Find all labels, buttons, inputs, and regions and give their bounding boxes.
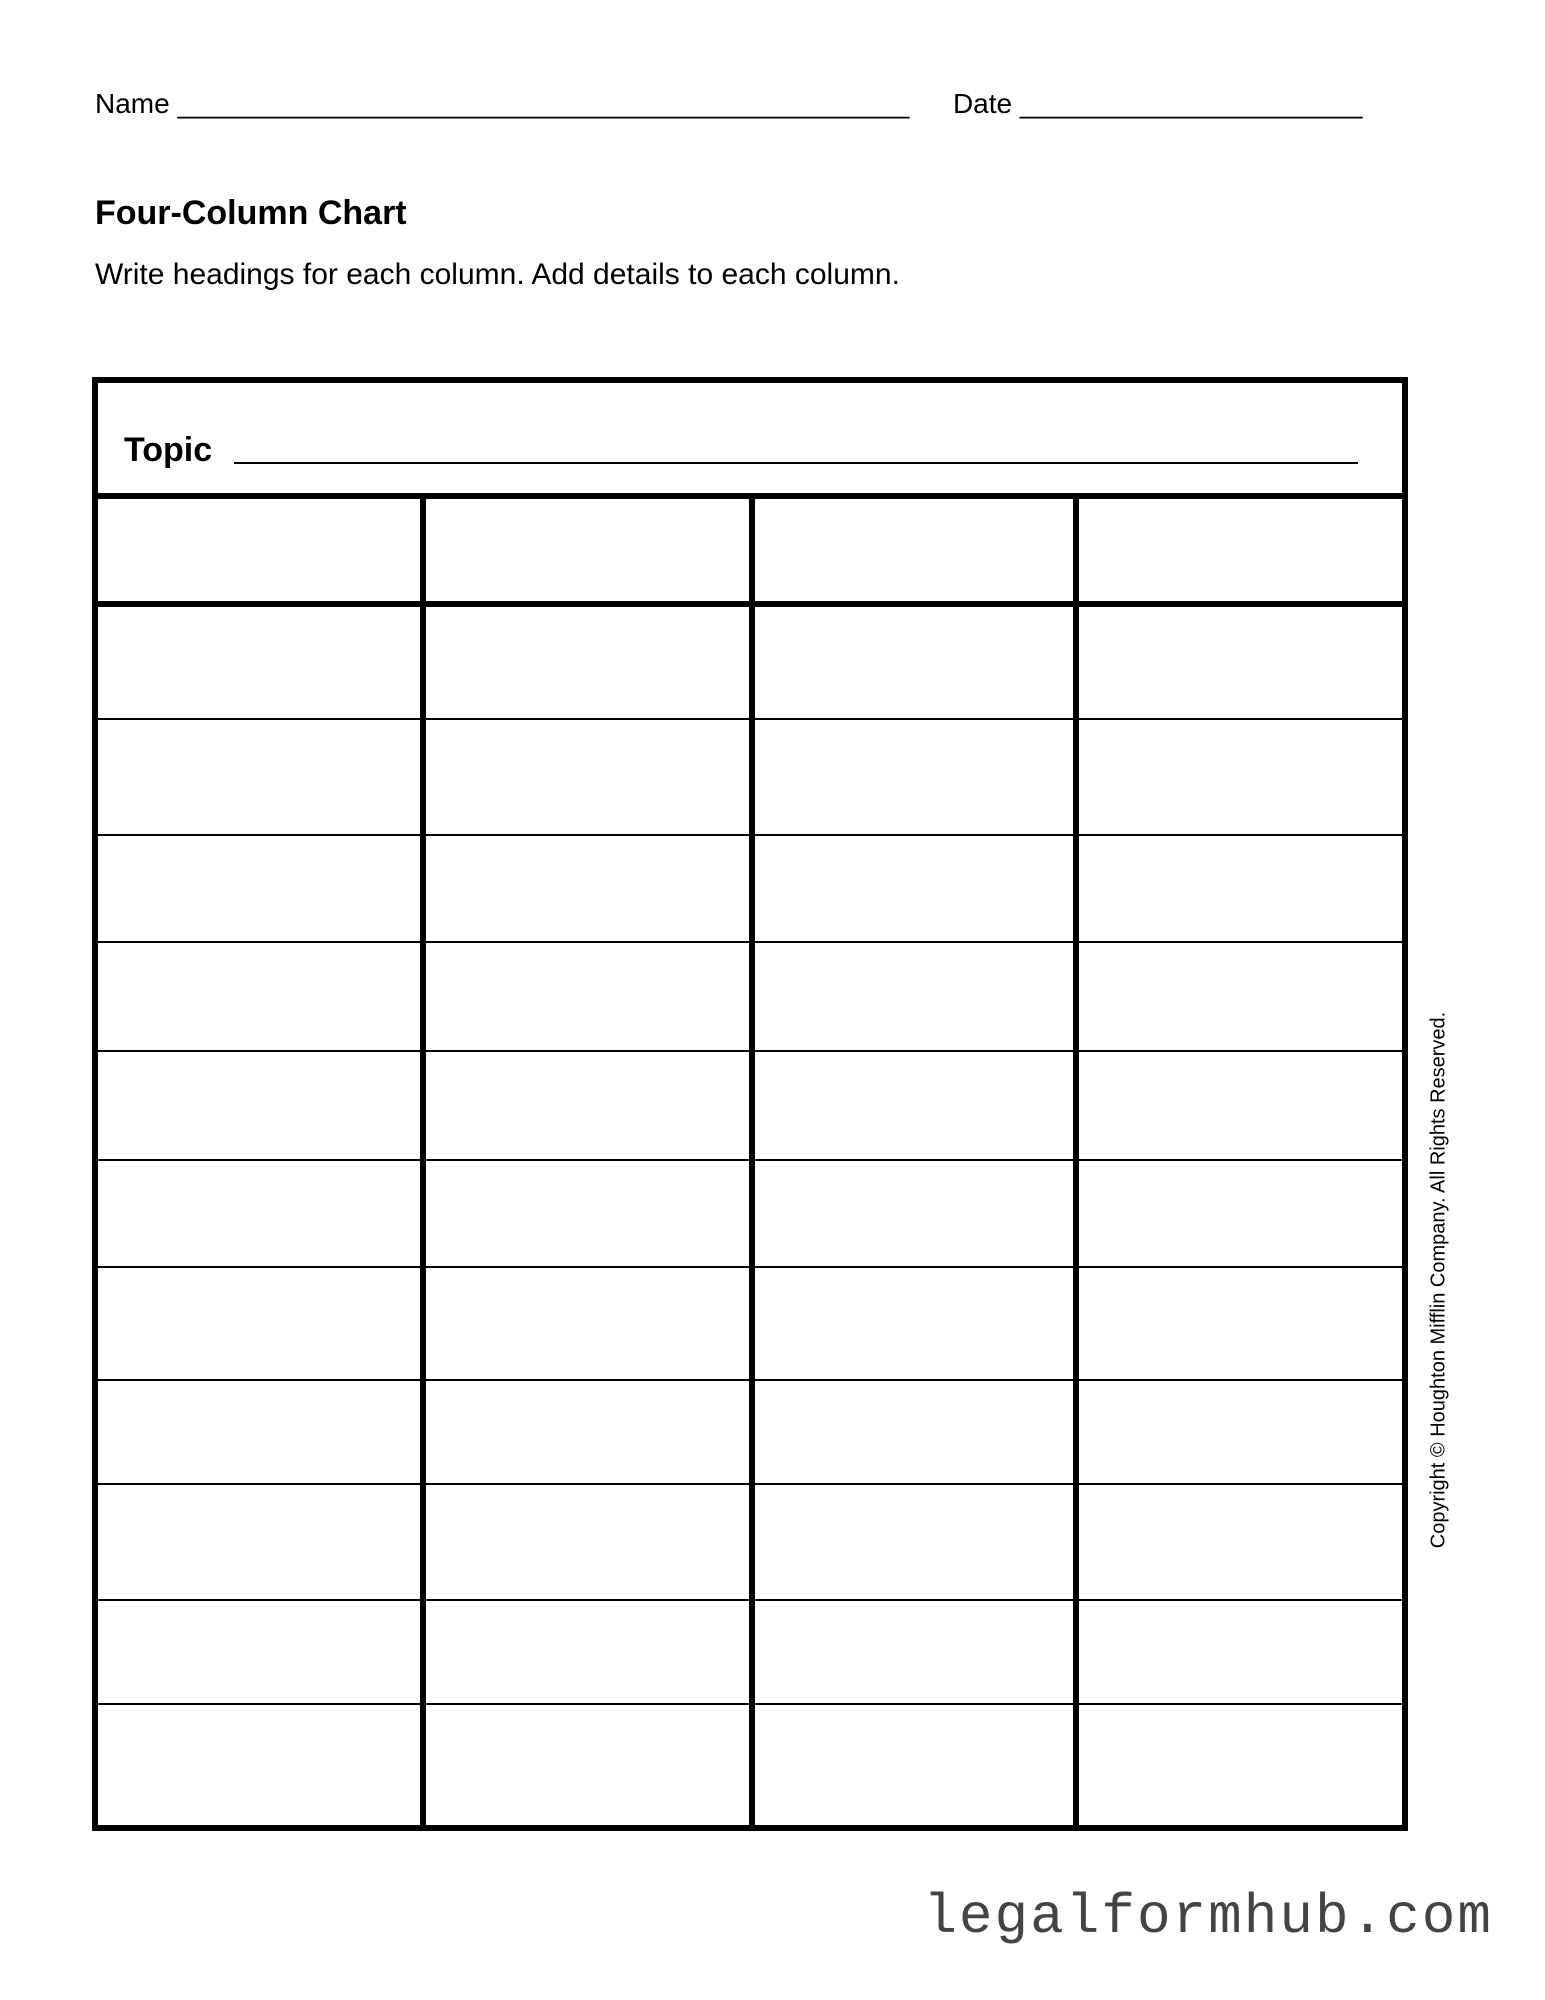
topic-blank-line[interactable] xyxy=(234,462,1358,464)
row-divider-8 xyxy=(98,1483,1402,1485)
detail-cell-r7-c2[interactable] xyxy=(429,1270,745,1375)
name-date-line xyxy=(95,88,1362,120)
chart-grid xyxy=(98,499,1402,1825)
detail-cell-r11-c2[interactable] xyxy=(429,1707,745,1821)
detail-cell-r4-c2[interactable] xyxy=(429,945,745,1046)
topic-row xyxy=(98,383,1402,499)
four-column-chart xyxy=(92,377,1408,1831)
detail-cell-r1-c3[interactable] xyxy=(757,611,1069,714)
detail-cell-r6-c2[interactable] xyxy=(429,1163,745,1262)
detail-cell-r4-c3[interactable] xyxy=(757,945,1069,1046)
detail-cell-r9-c4[interactable] xyxy=(1081,1487,1398,1595)
detail-cell-r10-c1[interactable] xyxy=(106,1603,417,1699)
detail-cell-r6-c4[interactable] xyxy=(1081,1163,1398,1262)
detail-cell-r10-c3[interactable] xyxy=(757,1603,1069,1699)
detail-cell-r3-c3[interactable] xyxy=(757,838,1069,937)
detail-cell-r9-c3[interactable] xyxy=(757,1487,1069,1595)
row-divider-9 xyxy=(98,1599,1402,1601)
row-divider-6 xyxy=(98,1266,1402,1268)
detail-cell-r4-c1[interactable] xyxy=(106,945,417,1046)
column-divider-1 xyxy=(420,499,426,1825)
detail-cell-r1-c2[interactable] xyxy=(429,611,745,714)
name-blank[interactable]: _______________________________________________ xyxy=(177,88,910,119)
detail-cell-r7-c3[interactable] xyxy=(757,1270,1069,1375)
detail-cell-r2-c3[interactable] xyxy=(757,722,1069,830)
detail-cell-r7-c4[interactable] xyxy=(1081,1270,1398,1375)
detail-cell-r3-c4[interactable] xyxy=(1081,838,1398,937)
detail-cell-r6-c3[interactable] xyxy=(757,1163,1069,1262)
column-divider-3 xyxy=(1073,499,1079,1825)
row-divider-1 xyxy=(98,718,1402,720)
detail-cell-r5-c2[interactable] xyxy=(429,1054,745,1155)
detail-cell-r11-c1[interactable] xyxy=(106,1707,417,1821)
detail-cell-r9-c1[interactable] xyxy=(106,1487,417,1595)
row-divider-2 xyxy=(98,834,1402,836)
page-title: Four-Column Chart xyxy=(95,194,407,232)
detail-cell-r5-c1[interactable] xyxy=(106,1054,417,1155)
detail-cell-r3-c2[interactable] xyxy=(429,838,745,937)
row-divider-3 xyxy=(98,941,1402,943)
column-heading-cell-3[interactable] xyxy=(757,503,1069,597)
detail-cell-r7-c1[interactable] xyxy=(106,1270,417,1375)
detail-cell-r2-c2[interactable] xyxy=(429,722,745,830)
detail-cell-r8-c4[interactable] xyxy=(1081,1383,1398,1479)
detail-cell-r10-c4[interactable] xyxy=(1081,1603,1398,1699)
detail-cell-r4-c4[interactable] xyxy=(1081,945,1398,1046)
detail-cell-r3-c1[interactable] xyxy=(106,838,417,937)
copyright-notice: Copyright © Houghton Mifflin Company. All Rights Reserved. xyxy=(1427,1011,1450,1549)
row-divider-5 xyxy=(98,1159,1402,1161)
detail-cell-r2-c4[interactable] xyxy=(1081,722,1398,830)
detail-cell-r2-c1[interactable] xyxy=(106,722,417,830)
column-divider-2 xyxy=(749,499,755,1825)
detail-cell-r5-c4[interactable] xyxy=(1081,1054,1398,1155)
row-divider-4 xyxy=(98,1050,1402,1052)
column-heading-cell-1[interactable] xyxy=(106,503,417,597)
detail-cell-r1-c1[interactable] xyxy=(106,611,417,714)
detail-cell-r8-c1[interactable] xyxy=(106,1383,417,1479)
detail-cell-r11-c4[interactable] xyxy=(1081,1707,1398,1821)
detail-cell-r9-c2[interactable] xyxy=(429,1487,745,1595)
detail-cell-r1-c4[interactable] xyxy=(1081,611,1398,714)
detail-cell-r10-c2[interactable] xyxy=(429,1603,745,1699)
instructions: Write headings for each column. Add details to each column. xyxy=(95,258,900,291)
column-heading-cell-4[interactable] xyxy=(1081,503,1398,597)
name-label: Name xyxy=(95,88,170,119)
column-heading-cell-2[interactable] xyxy=(429,503,745,597)
detail-cell-r8-c2[interactable] xyxy=(429,1383,745,1479)
detail-cell-r5-c3[interactable] xyxy=(757,1054,1069,1155)
date-blank[interactable]: ______________________ xyxy=(1019,88,1363,119)
topic-label: Topic xyxy=(124,431,213,469)
row-divider-10 xyxy=(98,1703,1402,1705)
detail-cell-r8-c3[interactable] xyxy=(757,1383,1069,1479)
date-label: Date xyxy=(952,88,1013,119)
detail-cell-r6-c1[interactable] xyxy=(106,1163,417,1262)
detail-cell-r11-c3[interactable] xyxy=(757,1707,1069,1821)
watermark: legalformhub.com xyxy=(923,1885,1493,1949)
row-divider-7 xyxy=(98,1379,1402,1381)
